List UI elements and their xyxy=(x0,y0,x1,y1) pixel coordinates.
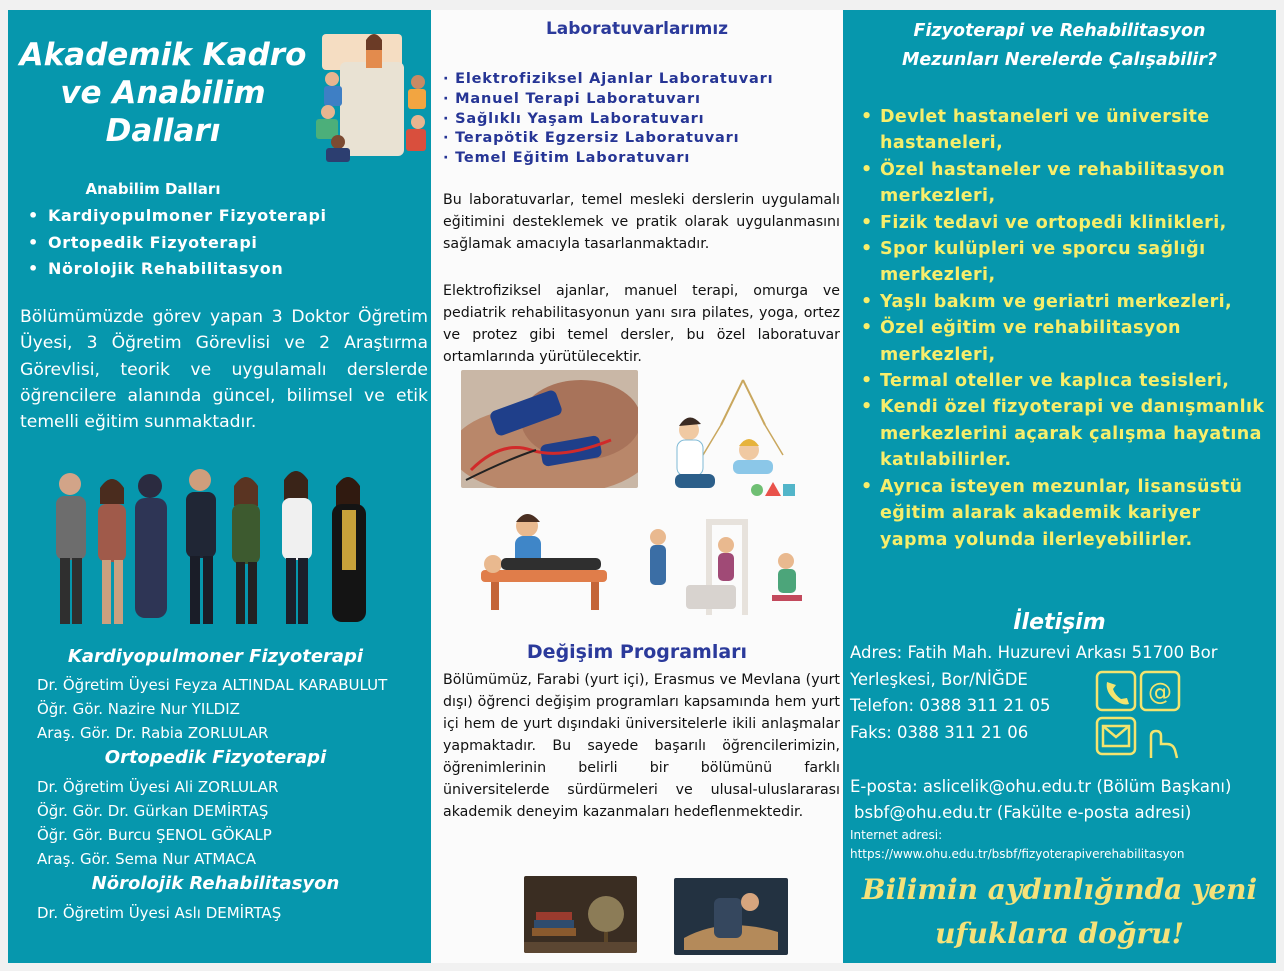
lab-item: · Terapötik Egzersiz Laboratuvarı xyxy=(443,130,740,147)
workplace-item: • Özel eğitim ve rehabilitasyon merkezleri, xyxy=(857,315,1267,368)
website-link[interactable]: https://www.ohu.edu.tr/bsbf/fizyoterapiverehabilitasyon xyxy=(850,847,1185,861)
pediatric-therapy-illustration xyxy=(661,370,801,510)
departments-list xyxy=(28,203,327,283)
motto: Bilimin aydınlığında yeni ufuklara doğru! xyxy=(861,873,1258,950)
reading-student-photo xyxy=(674,878,788,955)
right-panel xyxy=(843,10,1276,963)
staff-group-photo xyxy=(38,450,378,630)
workplaces-heading: Fizyoterapi ve Rehabilitasyon Mezunları Nerelerde Çalışabilir? xyxy=(901,21,1218,70)
lab-item: · Temel Eğitim Laboratuvarı xyxy=(443,150,691,167)
workplace-item: • Spor kulüpleri ve sporcu sağlığı merkezleri, xyxy=(857,236,1267,289)
email-text[interactable]: bsbf@ohu.edu.tr (Fakülte e-posta adresi) xyxy=(854,803,1192,822)
meeting-illustration xyxy=(300,24,430,164)
contact-icons xyxy=(1093,668,1185,760)
staff-member: Öğr. Gör. Dr. Gürkan DEMİRTAŞ xyxy=(37,802,269,820)
exchange-paragraph: Bölümümüz, Farabi (yurt içi), Erasmus ve Mevlana (yurt dışı) öğrenci değişim programları kapsamında hem yurt içi hem de yurt dışındaki üniversitelerle ikili anlaşmalar yapmaktadır. Bu sayede başarılı öğrencilerimizin, öğrenimlerinin belirli bir bölümünü farklı üniversitelerde sürdürmeleri ve ulusal-uluslararası akademik deneyim kazanmaları hedeflenmektedir. xyxy=(443,672,840,820)
electrotherapy-photo xyxy=(461,370,638,488)
panel-title: Akademik Kadro ve Anabilim Dalları xyxy=(19,37,307,149)
staff-member: Öğr. Gör. Burcu ŞENOL GÖKALP xyxy=(37,826,272,844)
books-globe-photo xyxy=(524,876,637,953)
staff-member: Araş. Gör. Sema Nur ATMACA xyxy=(37,850,257,868)
labs-heading: Laboratuvarlarımız xyxy=(545,19,729,39)
workplace-item: • Yaşlı bakım ve geriatri merkezleri, xyxy=(857,289,1267,315)
workplace-item: • Termal oteller ve kaplıca tesisleri, xyxy=(857,368,1267,394)
internet-label: Internet adresi: xyxy=(850,828,943,842)
middle-panel xyxy=(431,10,843,963)
staff-group-heading: Kardiyopulmoner Fizyoterapi xyxy=(67,646,364,667)
address-line: Yerleşkesi, Bor/NİĞDE xyxy=(850,670,1028,689)
department-item: • Ortopedik Fizyoterapi xyxy=(28,232,258,252)
staff-member: Dr. Öğretim Üyesi Aslı DEMİRTAŞ xyxy=(37,904,282,922)
workplace-item: • Ayrıca isteyen mezunlar, lisansüstü eğitim alarak akademik kariyer yapma yolunda ilerleyebilirler. xyxy=(857,474,1267,553)
department-item: • Kardiyopulmoner Fizyoterapi xyxy=(28,206,327,225)
staff-member: Dr. Öğretim Üyesi Feyza ALTINDAL KARABULUT xyxy=(37,676,388,694)
workplace-item: • Devlet hastaneleri ve üniversite hastaneleri, xyxy=(857,104,1267,157)
lab-item: · Elektrofiziksel Ajanlar Laboratuvarı xyxy=(443,71,774,87)
email-text[interactable]: E-posta: aslicelik@ohu.edu.tr (Bölüm Başkanı) xyxy=(850,777,1232,796)
departments-heading: Anabilim Dalları xyxy=(85,180,221,198)
workplace-item: • Kendi özel fizyoterapi ve danışmanlık merkezlerini açarak çalışma hayatına katılabilirler. xyxy=(857,394,1267,473)
department-item: • Nörolojik Rehabilitasyon xyxy=(28,259,284,278)
staff-member: Araş. Gör. Dr. Rabia ZORLULAR xyxy=(37,724,269,742)
svg-text:@: @ xyxy=(1148,678,1172,706)
labs-paragraph: Bu laboratuvarlar, temel mesleki derslerin uygulamalı eğitimini desteklemek ve pratik olarak uygulanmasını sağlamak amacıyla tasarlanmaktadır. xyxy=(443,192,840,252)
exchange-heading: Değişim Programları xyxy=(526,641,748,663)
massage-therapy-illustration xyxy=(471,506,611,614)
lab-item: · Sağlıklı Yaşam Laboratuvarı xyxy=(443,110,705,127)
lab-item: · Manuel Terapi Laboratuvarı xyxy=(443,90,701,107)
labs-list xyxy=(443,70,773,169)
staff-member: Dr. Öğretim Üyesi Ali ZORLULAR xyxy=(37,778,279,796)
workplaces-list xyxy=(857,104,1267,553)
phone-text: Telefon: 0388 311 21 05 xyxy=(850,696,1051,715)
contact-heading: İletişim xyxy=(1013,610,1106,635)
workplace-item: • Fizik tedavi ve ortopedi klinikleri, xyxy=(857,210,1267,236)
exercise-equipment-illustration xyxy=(636,515,811,617)
intro-paragraph: Bölümümüzde görev yapan 3 Doktor Öğretim Üyesi, 3 Öğretim Görevlisi ve 2 Araştırma Görevlisi, teorik ve uygulamalı derslerde öğrencilere alanında güncel, bilimsel ve etik temelli eğitim sunmaktadır. xyxy=(20,307,428,433)
labs-paragraph: Elektrofiziksel ajanlar, manuel terapi, omurga ve pediatrik rehabilitasyonun yanı sıra pilates, yoga, ortez ve protez gibi temel dersler, bu özel laboratuvar ortamlarında yürütülecektir. xyxy=(443,283,840,365)
staff-member: Öğr. Gör. Nazire Nur YILDIZ xyxy=(37,700,240,718)
address-line: Adres: Fatih Mah. Huzurevi Arkası 51700 Bor xyxy=(850,643,1218,662)
staff-group-heading: Ortopedik Fizyoterapi xyxy=(104,747,327,768)
fax-text: Faks: 0388 311 21 06 xyxy=(850,723,1029,742)
workplace-item: • Özel hastaneler ve rehabilitasyon merkezleri, xyxy=(857,157,1267,210)
staff-group-heading: Nörolojik Rehabilitasyon xyxy=(91,873,340,894)
left-panel xyxy=(8,10,431,963)
